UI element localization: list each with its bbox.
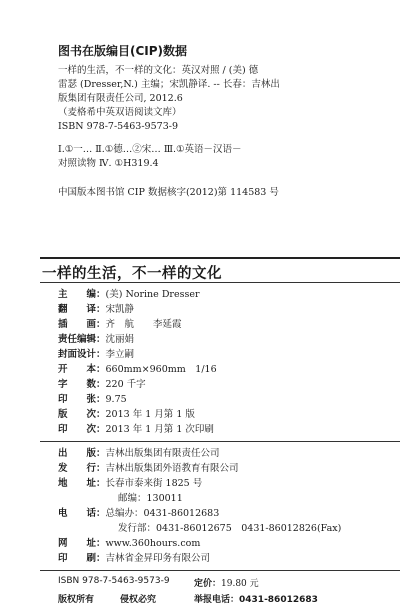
credit-row [58,288,200,302]
footer-rule [40,570,400,571]
title-rule [40,282,400,283]
publisher-row [118,492,183,506]
price-label: 定价： [194,579,222,589]
footer-isbn: ISBN 978-7-5463-9573-9 [58,576,170,586]
book-title: 一样的生活，不一样的文化 [42,266,222,282]
piracy-notice: 侵权必究 [120,595,157,605]
credit-value: 9.75 [105,394,127,405]
credit-label: 责任编辑： [58,334,106,345]
publisher-value: 发行部：0431-86012675 0431-86012826(Fax) [118,523,342,534]
credit-value: 李立嗣 [105,349,135,360]
publisher-row [58,477,202,491]
rights-reserved: 版权所有 [58,595,95,605]
publisher-row [58,447,220,461]
report-phone: 0431-86012683 [239,595,318,605]
credit-row [58,363,217,377]
publisher-row [58,552,210,566]
credit-value: 宋凯静 [105,304,135,315]
publisher-value: 邮编：130011 [118,493,183,504]
cip-isbn: ISBN 978-7-5463-9573-9 [58,121,178,132]
cip-line: 雷瑟 (Dresser,N.) 主编；宋凯静译. -- 长春：吉林出 [58,79,280,90]
credit-label: 主 编： [58,289,106,300]
cip-verification: 中国版本图书馆 CIP 数据核字(2012)第 114583 号 [58,187,279,198]
cip-line: 一样的生活，不一样的文化：英汉对照 / (美) 德 [58,65,259,76]
publisher-row [58,537,200,551]
credit-label: 封面设计： [58,349,106,360]
publisher-label: 出 版： [58,448,106,459]
publisher-value: 吉林省金昇印务有限公司 [105,553,211,564]
cip-header: 图书在版编目(CIP)数据 [58,44,188,58]
publisher-value: 总编办：0431-86012683 [105,508,220,519]
credit-label: 印 张： [58,394,106,405]
credit-row [58,408,195,422]
credit-row [58,303,134,317]
credit-value: 沈丽娟 [105,334,135,345]
publisher-row [58,507,219,521]
publisher-value: 吉林出版集团外语教育有限公司 [105,463,239,474]
credit-value: 220 千字 [105,379,146,390]
publisher-value: 吉林出版集团有限责任公司 [105,448,220,459]
credit-value: (美) Norine Dresser [105,289,200,300]
classification-line: Ⅰ.①一… Ⅱ.①德…②宋… Ⅲ.①英语－汉语－ [58,144,242,155]
credit-value: 齐 航 李延霞 [105,319,182,330]
cip-line: 版集团有限责任公司, 2012.6 [58,93,183,104]
credit-row [58,393,127,407]
publisher-label: 印 刷： [58,553,106,564]
top-rule [40,257,400,259]
publisher-value: www.360hours.com [105,538,201,549]
publisher-row [58,462,239,476]
credit-label: 版 次： [58,409,106,420]
credit-row [58,423,214,437]
publisher-label: 地 址： [58,478,106,489]
credit-label: 开 本： [58,364,106,375]
publisher-row [118,522,341,536]
credit-value: 2013 年 1 月第 1 次印刷 [105,424,214,435]
publisher-label: 电 话： [58,508,106,519]
credit-label: 印 次： [58,424,106,435]
credit-value: 2013 年 1 月第 1 版 [105,409,195,420]
cip-line: （麦格希中英双语阅读文库） [58,107,182,118]
credit-row [58,333,134,347]
report-hotline [194,592,318,605]
price-value: 19.80 元 [221,579,259,589]
publisher-label: 网 址： [58,538,106,549]
report-label: 举报电话： [194,595,240,605]
credit-row [58,348,134,362]
footer-price [194,576,259,589]
publisher-label: 发 行： [58,463,106,474]
credit-row [58,378,146,392]
credit-value: 660mm×960mm 1/16 [105,364,217,375]
credit-label: 字 数： [58,379,106,390]
classification-line: 对照读物 Ⅳ. ①H319.4 [58,158,159,169]
publisher-value: 长春市泰来街 1825 号 [105,478,203,489]
credit-label: 插 画： [58,319,106,330]
credit-row [58,318,182,332]
credit-label: 翻 译： [58,304,106,315]
section-rule [40,441,400,442]
